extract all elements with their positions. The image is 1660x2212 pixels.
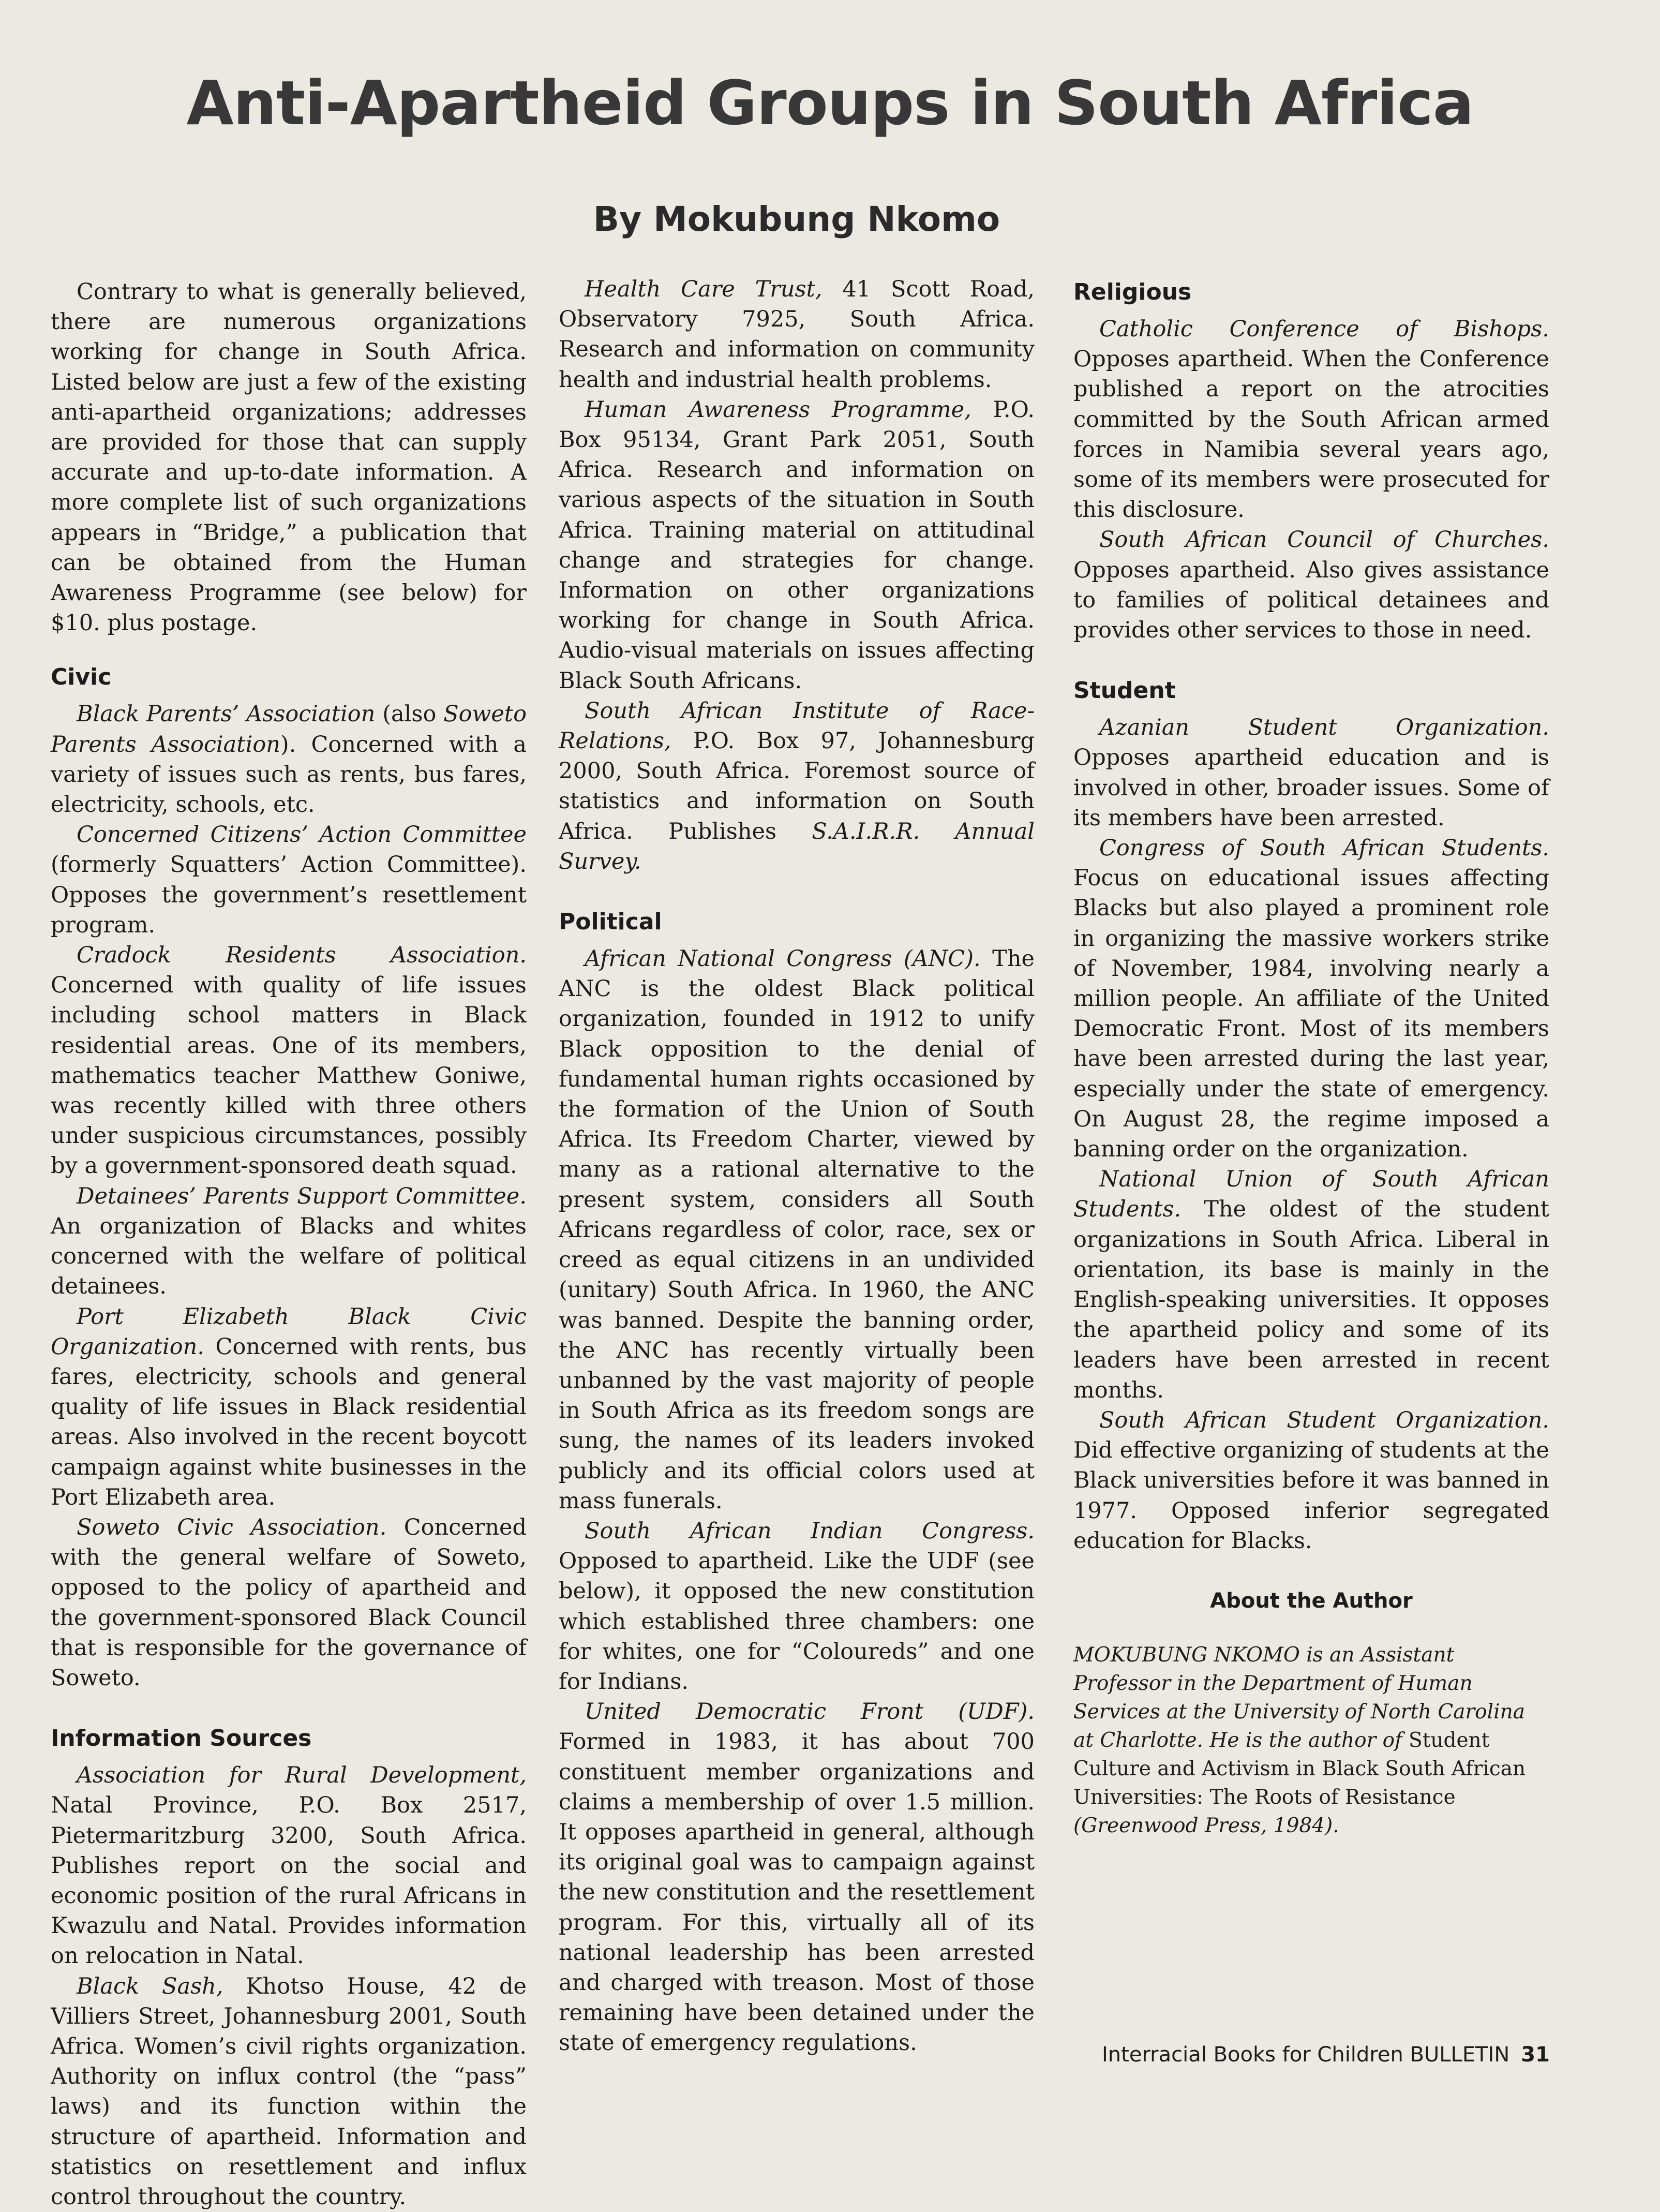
entry-detainees-parents-support-committee: Detainees’ Parents Support Committee. An organization of Blacks and whites concerned with the welfare of political detainees.	[51, 1183, 527, 1300]
intro-paragraph: Contrary to what is generally believed, there are numerous organizations working for change in South Africa. Listed below are just a few of the existing anti-apartheid organizations; addresses are provided for those that can supply accurate and up-to-date information. A more complete list of such organizations appears in “Bridge,” a publication that can be obtained from the Human Awareness Programme (see below) for $10. plus postage.	[51, 279, 527, 636]
entry-catholic-conference-of-bishops: Catholic Conference of Bishops. Opposes apartheid. When the Conference published a report on the atrocities committed by the South African armed forces in Namibia several years ago, some of its members were prosecuted for this disclosure.	[1073, 316, 1549, 523]
page-number: 31	[1521, 2043, 1550, 2067]
column-3	[1073, 277, 1549, 1840]
entry-azanian-student-organization: Azanian Student Organization. Opposes apartheid education and is involved in other, broader issues. Some of its members have been arrested.	[1073, 715, 1549, 831]
section-heading-information-sources: Information Sources	[51, 1725, 312, 1752]
entry-health-care-trust: Health Care Trust, 41 Scott Road, Observatory 7925, South Africa. Research and information on community health and industrial health problems.	[559, 276, 1035, 393]
entry-sa-institute-of-race-relations: South African Institute of Race-Relations, P.O. Box 97, Johannesburg 2000, South Africa. Foremost source of statistics and information on South Africa. Publishes S.A.I.R.R. Annual Survey.	[559, 697, 1035, 874]
entry-south-african-indian-congress: South African Indian Congress. Opposed to apartheid. Like the UDF (see below), it opposed the new constitution which established three chambers: one for whites, one for “Coloureds” and one for Indians.	[559, 1518, 1035, 1695]
section-heading-religious: Religious	[1073, 279, 1192, 305]
section-heading-civic: Civic	[51, 664, 112, 691]
column-1	[51, 277, 527, 2212]
page-footer	[1102, 2043, 1550, 2067]
section-heading-student: Student	[1073, 677, 1176, 704]
entry-cradock-residents-association: Cradock Residents Association. Concerned with quality of life issues including school matters in Black residential areas. One of its members, mathematics teacher Matthew Goniwe, was recently killed with three others under suspicious circumstances, possibly by a government-sponsored death squad.	[51, 942, 527, 1179]
publication-name: Interracial Books for Children BULLETIN	[1102, 2043, 1510, 2067]
entry-congress-of-south-african-students: Congress of South African Students. Focus on educational issues affecting Blacks but also played a prominent role in organizing the massive workers strike of November, 1984, involving nearly a million people. An affiliate of the United Democratic Front. Most of its members have been arrested during the last year, especially under the state of emergency. On August 28, the regime imposed a banning order on the organization.	[1073, 835, 1549, 1163]
column-2	[559, 276, 1035, 2058]
entry-african-national-congress: African National Congress (ANC). The ANC is the oldest Black political organization, founded in 1912 to unify Black opposition to the denial of fundamental human rights occasioned by the formation of the Union of South Africa. Its Freedom Charter, viewed by many as a rational alternative to the present system, considers all South Africans regardless of color, race, sex or creed as equal citizens in an undivided (unitary) South Africa. In 1960, the ANC was banned. Despite the banning order, the ANC has recently virtually been unbanned by the vast majority of people in South Africa as its freedom songs are sung, the names of its leaders invoked publicly and its official colors used at mass funerals.	[559, 946, 1035, 1514]
section-heading-political: Political	[559, 909, 662, 936]
entry-soweto-civic-association: Soweto Civic Association. Concerned with the general welfare of Soweto, opposed to the policy of apartheid and the government-sponsored Black Council that is responsible for the governance of Soweto.	[51, 1514, 527, 1691]
entry-human-awareness-programme: Human Awareness Programme, P.O. Box 95134, Grant Park 2051, South Africa. Research and information on various aspects of the situation in South Africa. Training material on attitudinal change and strategies for change. Information on other organizations working for change in South Africa. Audio-visual materials on issues affecting Black South Africans.	[559, 396, 1035, 694]
entry-port-elizabeth-black-civic-organization: Port Elizabeth Black Civic Organization. Concerned with rents, bus fares, electricity, schools and general quality of life issues in Black residential areas. Also involved in the recent boycott campaign against white businesses in the Port Elizabeth area.	[51, 1303, 527, 1510]
author-bio: MOKUBUNG NKOMO is an Assistant Professor in the Department of Human Services at the University of North Carolina at Charlotte. He is the author of Student Culture and Activism in Black South African Universities: The Roots of Resistance (Greenwood Press, 1984).	[1073, 1643, 1526, 1838]
entry-south-african-student-organization: South African Student Organization. Did effective organizing of students at the Black universities before it was banned in 1977. Opposed inferior segregated education for Blacks.	[1073, 1407, 1549, 1554]
entry-united-democratic-front: United Democratic Front (UDF). Formed in 1983, it has about 700 constituent member organizations and claims a membership of over 1.5 million. It opposes apartheid in general, although its original goal was to campaign against the new constitution and the resettlement program. For this, virtually all of its national leadership has been arrested and charged with treason. Most of those remaining have been detained under the state of emergency regulations.	[559, 1699, 1035, 2056]
entry-concerned-citizens-action-committee: Concerned Citizens’ Action Committee (formerly Squatters’ Action Committee). Opposes the government’s resettlement program.	[51, 822, 527, 938]
entry-black-sash: Black Sash, Khotso House, 42 de Villiers Street, Johannesburg 2001, South Africa. Women’s civil rights organization. Authority on influx control (the “pass” laws) and its function within the structure of apartheid. Information and statistics on resettlement and influx control throughout the country.	[51, 1973, 527, 2210]
entry-national-union-of-south-african-students: National Union of South African Students. The oldest of the student organizations in South Africa. Liberal in orientation, its base is mainly in the English-speaking universities. It opposes the apartheid policy and some of its leaders have been arrested in recent months.	[1073, 1166, 1549, 1403]
entry-south-african-council-of-churches: South African Council of Churches. Opposes apartheid. Also gives assistance to families of political detainees and provides other services to those in need.	[1073, 527, 1549, 644]
about-author-heading: About the Author	[1210, 1589, 1413, 1613]
page-title: Anti-Apartheid Groups in South Africa	[186, 67, 1474, 139]
byline: By Mokubung Nkomo	[593, 199, 1000, 239]
entry-association-for-rural-development: Association for Rural Development, Natal Province, P.O. Box 2517, Pietermaritzburg 3200, South Africa. Publishes report on the social and economic position of the rural Africans in Kwazulu and Natal. Provides information on relocation in Natal.	[51, 1762, 527, 1969]
entry-black-parents-association: Black Parents’ Association (also Soweto Parents Association). Concerned with a variety of issues such as rents, bus fares, electricity, schools, etc.	[51, 701, 527, 818]
